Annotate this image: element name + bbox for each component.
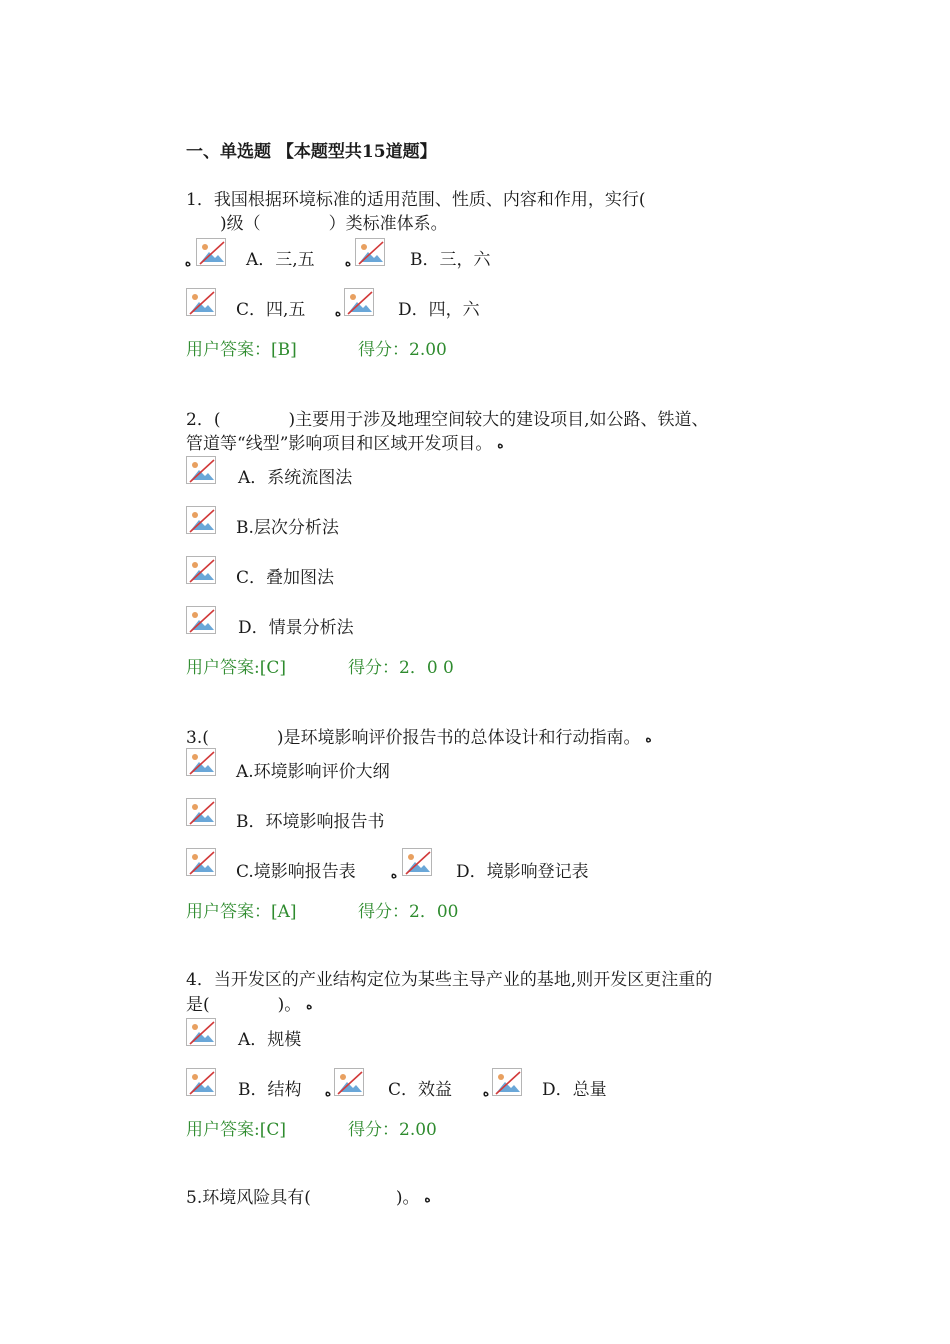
q3-option-c[interactable]: C.境影响报告表 <box>236 862 356 882</box>
broken-image-icon <box>402 848 432 876</box>
anchor-mark-icon <box>301 993 317 1017</box>
q2-option-b[interactable]: B.层次分析法 <box>236 518 339 538</box>
broken-image-icon <box>355 238 385 266</box>
q1-user-answer: 用户答案：[B] <box>186 340 297 360</box>
question-4-text-line2: 是( )。ه <box>186 993 317 1017</box>
question-3-text: 3.( )是环境影响评价报告书的总体设计和行动指南。ه <box>186 726 656 750</box>
broken-image-icon <box>186 798 216 826</box>
broken-image-icon <box>196 238 226 266</box>
q2-option-c[interactable]: C．叠加图法 <box>236 568 335 588</box>
q1-option-c[interactable]: C．四,五 <box>236 300 306 320</box>
anchor-mark-icon <box>492 432 508 456</box>
q4-option-b[interactable]: B．结构 <box>238 1080 302 1100</box>
broken-image-icon <box>186 556 216 584</box>
q1-option-d[interactable]: D．四，六 <box>398 300 480 320</box>
anchor-mark-icon <box>340 250 356 274</box>
section-title: 一、单选题 【本题型共15道题】 <box>186 142 437 162</box>
anchor-mark-icon <box>419 1186 435 1210</box>
q1-option-a[interactable]: A．三,五 <box>246 250 315 270</box>
question-4-text-line1: 4．当开发区的产业结构定位为某些主导产业的基地,则开发区更注重的 <box>186 970 713 990</box>
q3-option-a[interactable]: A.环境影响评价大纲 <box>236 762 390 782</box>
broken-image-icon <box>186 848 216 876</box>
broken-image-icon <box>186 1018 216 1046</box>
question-2-text-line2: 管道等“线型”影响项目和区域开发项目。ه <box>186 432 508 456</box>
q4-option-a[interactable]: A．规模 <box>238 1030 302 1050</box>
broken-image-icon <box>186 748 216 776</box>
q3-user-answer: 用户答案：[A] <box>186 902 297 922</box>
q4-option-c[interactable]: C．效益 <box>388 1080 453 1100</box>
q4-user-answer: 用户答案:[C] <box>186 1120 286 1140</box>
broken-image-icon <box>334 1068 364 1096</box>
broken-image-icon <box>186 456 216 484</box>
broken-image-icon <box>492 1068 522 1096</box>
anchor-mark-icon <box>386 862 402 886</box>
anchor-mark-icon <box>640 726 656 750</box>
anchor-mark-icon <box>180 250 196 274</box>
q4-score: 得分：2.00 <box>348 1120 437 1140</box>
question-5-text: 5.环境风险具有( )。ه <box>186 1186 435 1210</box>
question-1-text-line1: 1．我国根据环境标准的适用范围、性质、内容和作用，实行( <box>186 190 646 210</box>
q3-option-d[interactable]: D．境影响登记表 <box>456 862 589 882</box>
broken-image-icon <box>186 288 216 316</box>
q3-score: 得分：2．00 <box>358 902 459 922</box>
q2-option-a[interactable]: A．系统流图法 <box>238 468 353 488</box>
broken-image-icon <box>186 506 216 534</box>
question-2-text-line1: 2．( )主要用于涉及地理空间较大的建设项目,如公路、铁道、 <box>186 410 709 430</box>
question-1-text-line2: )级（ ）类标准体系。 <box>186 214 448 234</box>
broken-image-icon <box>344 288 374 316</box>
q3-option-b[interactable]: B．环境影响报告书 <box>236 812 385 832</box>
q2-user-answer: 用户答案:[C] <box>186 658 286 678</box>
q4-option-d[interactable]: D．总量 <box>542 1080 607 1100</box>
q2-score: 得分：2．0 0 <box>348 658 454 678</box>
q2-option-d[interactable]: D．情景分析法 <box>238 618 354 638</box>
q1-option-b[interactable]: B．三，六 <box>410 250 491 270</box>
q1-score: 得分：2.00 <box>358 340 447 360</box>
broken-image-icon <box>186 1068 216 1096</box>
broken-image-icon <box>186 606 216 634</box>
